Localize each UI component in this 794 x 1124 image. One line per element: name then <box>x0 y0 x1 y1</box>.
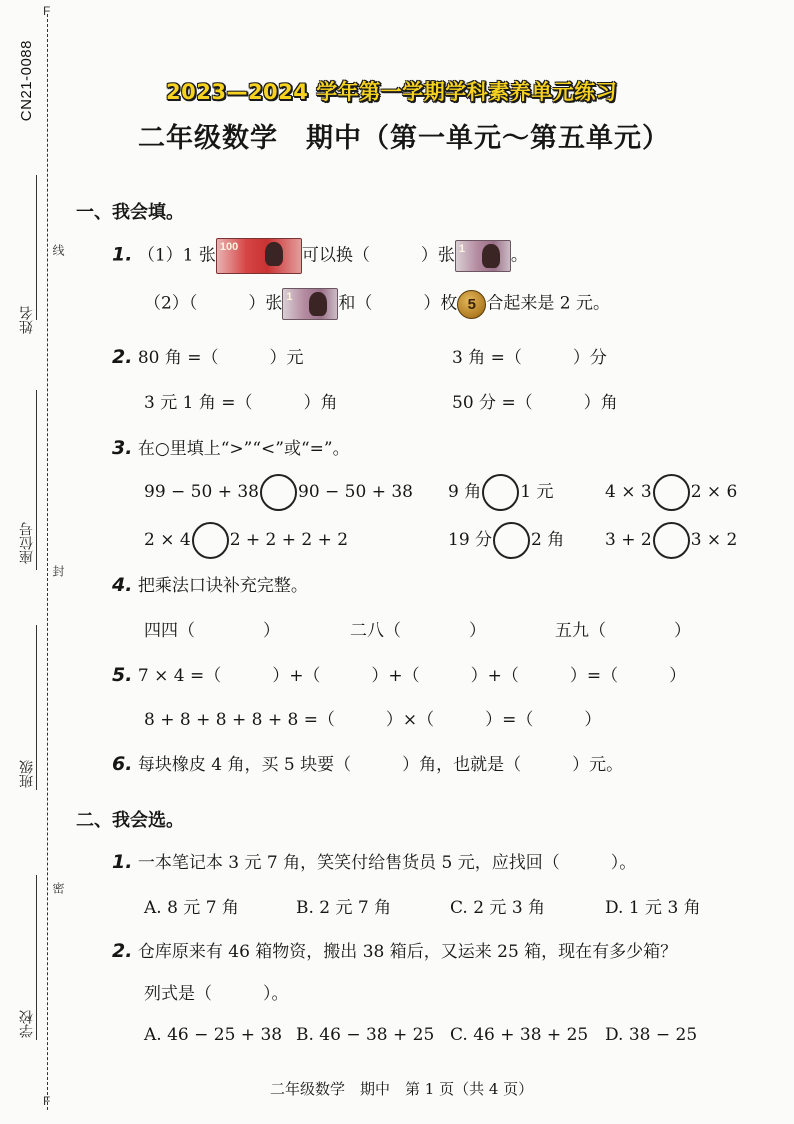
s2-q2-text2: 列式是（ ）。 <box>144 984 289 1004</box>
compare-left: 99 − 50 + 38 <box>144 482 259 502</box>
q4-a: 四四（ ） <box>144 621 280 641</box>
q3-row2-col1 <box>144 522 348 559</box>
compare-left: 2 × 4 <box>144 530 191 550</box>
document-code: CN21-0088 <box>18 40 35 122</box>
compare-left: 4 × 3 <box>605 482 652 502</box>
s2-q1-text: 一本笔记本 3 元 7 角，笑笑付给售货员 5 元，应找回（ ）。 <box>137 853 637 873</box>
q1a-text-pre: （1）1 张 <box>137 245 216 266</box>
section-2-title: 二、我会选。 <box>76 810 184 831</box>
note1-portrait <box>482 244 500 268</box>
school-label: 学校 <box>19 1010 35 1038</box>
s2-q2-text: 仓库原来有 46 箱物资，搬出 38 箱后，又运来 25 箱，现在有多少箱？ <box>137 942 678 962</box>
section-1-title: 一、我会填。 <box>76 202 184 223</box>
s2-q2-option-a[interactable]: A. 46 − 25 + 38 <box>144 1025 283 1045</box>
q2-line-a <box>112 343 304 368</box>
compare-right: 2 角 <box>531 530 565 550</box>
s2-q1-option-b[interactable]: B. 2 元 7 角 <box>296 898 392 918</box>
banner-text: 2023—2024 学年第一学期学科素养单元练习 <box>166 80 618 104</box>
seat-label: 座位号 <box>19 522 35 564</box>
q1a-text-mid: 可以换（ ）张 <box>301 245 455 266</box>
q4-b: 二八（ ） <box>350 621 486 641</box>
title-banner <box>166 76 676 110</box>
q6-text: 每块橡皮 4 角，买 5 块要（ ）角，也就是（ ）元。 <box>137 755 624 775</box>
compare-left: 3 + 2 <box>605 530 652 550</box>
q5-number: 5. <box>112 664 133 686</box>
hundred-yuan-note-image <box>216 238 302 274</box>
compare-right: 1 元 <box>520 482 554 502</box>
name-field-line <box>36 175 37 320</box>
q3-text: 在○里填上“>”“<”或“=”。 <box>137 439 350 459</box>
one-yuan-note-image-2 <box>282 288 338 320</box>
answer-circle[interactable] <box>482 474 519 511</box>
s2-q1-option-a[interactable]: A. 8 元 7 角 <box>144 898 239 918</box>
name-label: 姓名 <box>19 306 35 334</box>
q3-number: 3. <box>112 437 133 459</box>
top-marker: F <box>43 4 51 18</box>
s2-q2-option-c[interactable]: C. 46 + 38 + 25 <box>450 1025 589 1045</box>
q4-instruction <box>112 571 308 596</box>
compare-right: 2 + 2 + 2 + 2 <box>229 530 349 550</box>
s2-q2-number: 2. <box>112 940 133 962</box>
cut-line <box>47 14 48 1110</box>
q5-line-a <box>112 661 686 686</box>
class-label: 班级 <box>19 760 35 788</box>
note100-value: 100 <box>219 241 239 253</box>
note1-portrait-2 <box>309 292 327 316</box>
bottom-marker: F <box>43 1094 51 1108</box>
note1-value-2: 1 <box>286 291 293 303</box>
compare-right: 90 − 50 + 38 <box>298 482 413 502</box>
one-yuan-note-image <box>455 240 511 272</box>
q6-number: 6. <box>112 753 133 775</box>
q4-number: 4. <box>112 574 133 596</box>
page-footer: 二年级数学 期中 第 1 页（共 4 页） <box>270 1080 534 1098</box>
answer-circle[interactable] <box>260 474 297 511</box>
q1a-text-end: 。 <box>510 245 528 266</box>
s2-q2-line <box>112 937 677 962</box>
answer-circle[interactable] <box>653 522 690 559</box>
q1-line-b <box>144 288 610 320</box>
compare-right: 2 × 6 <box>690 482 738 502</box>
s2-q1-option-c[interactable]: C. 2 元 3 角 <box>450 898 546 918</box>
q3-instruction <box>112 434 350 459</box>
answer-circle[interactable] <box>192 522 229 559</box>
q5-a: 7 × 4 =（ ）+（ ）+（ ）+（ ）=（ ） <box>137 666 687 686</box>
q1b-text-pre: （2）（ ）张 <box>144 293 283 314</box>
q2-c: 3 元 1 角 =（ ）角 <box>144 393 338 413</box>
note1-value: 1 <box>458 243 466 255</box>
cut-label-line: 线 <box>51 244 65 256</box>
answer-circle[interactable] <box>493 522 530 559</box>
q1b-text-mid: 和（ ）枚 <box>338 293 458 314</box>
q1b-text-end: 合起来是 2 元。 <box>486 293 610 314</box>
answer-circle[interactable] <box>653 474 690 511</box>
q6-line <box>112 750 623 775</box>
q2-number: 2. <box>112 346 133 368</box>
compare-left: 9 角 <box>448 482 482 502</box>
q3-row1-col3 <box>605 474 737 511</box>
s2-q1-number: 1. <box>112 851 133 873</box>
q3-row1-col2 <box>448 474 553 511</box>
q1-line-a <box>112 238 528 274</box>
q4-c: 五九（ ） <box>555 621 691 641</box>
s2-q2-option-d[interactable]: D. 38 − 25 <box>605 1025 698 1045</box>
q2-a: 80 角 =（ ）元 <box>137 348 304 368</box>
q4-text: 把乘法口诀补充完整。 <box>137 576 308 596</box>
five-jiao-coin-image: 5 <box>457 290 486 319</box>
q2-d: 50 分 =（ ）角 <box>452 393 618 413</box>
s2-q1-option-d[interactable]: D. 1 元 3 角 <box>605 898 701 918</box>
q3-row2-col3 <box>605 522 737 559</box>
cut-label-seal: 封 <box>51 565 65 577</box>
q1-number: 1. <box>112 243 133 266</box>
q3-row1-col1 <box>144 474 413 511</box>
compare-right: 3 × 2 <box>690 530 738 550</box>
note100-portrait <box>265 242 283 266</box>
q3-row2-col2 <box>448 522 564 559</box>
cut-label-secret: 密 <box>51 882 65 894</box>
compare-left: 19 分 <box>448 530 493 550</box>
page-title: 二年级数学 期中（第一单元～第五单元） <box>138 123 670 154</box>
s2-q2-option-b[interactable]: B. 46 − 38 + 25 <box>296 1025 435 1045</box>
q5-b: 8 + 8 + 8 + 8 + 8 =（ ）×（ ）=（ ） <box>144 710 602 730</box>
q2-b: 3 角 =（ ）分 <box>452 348 607 368</box>
s2-q1-line <box>112 848 636 873</box>
